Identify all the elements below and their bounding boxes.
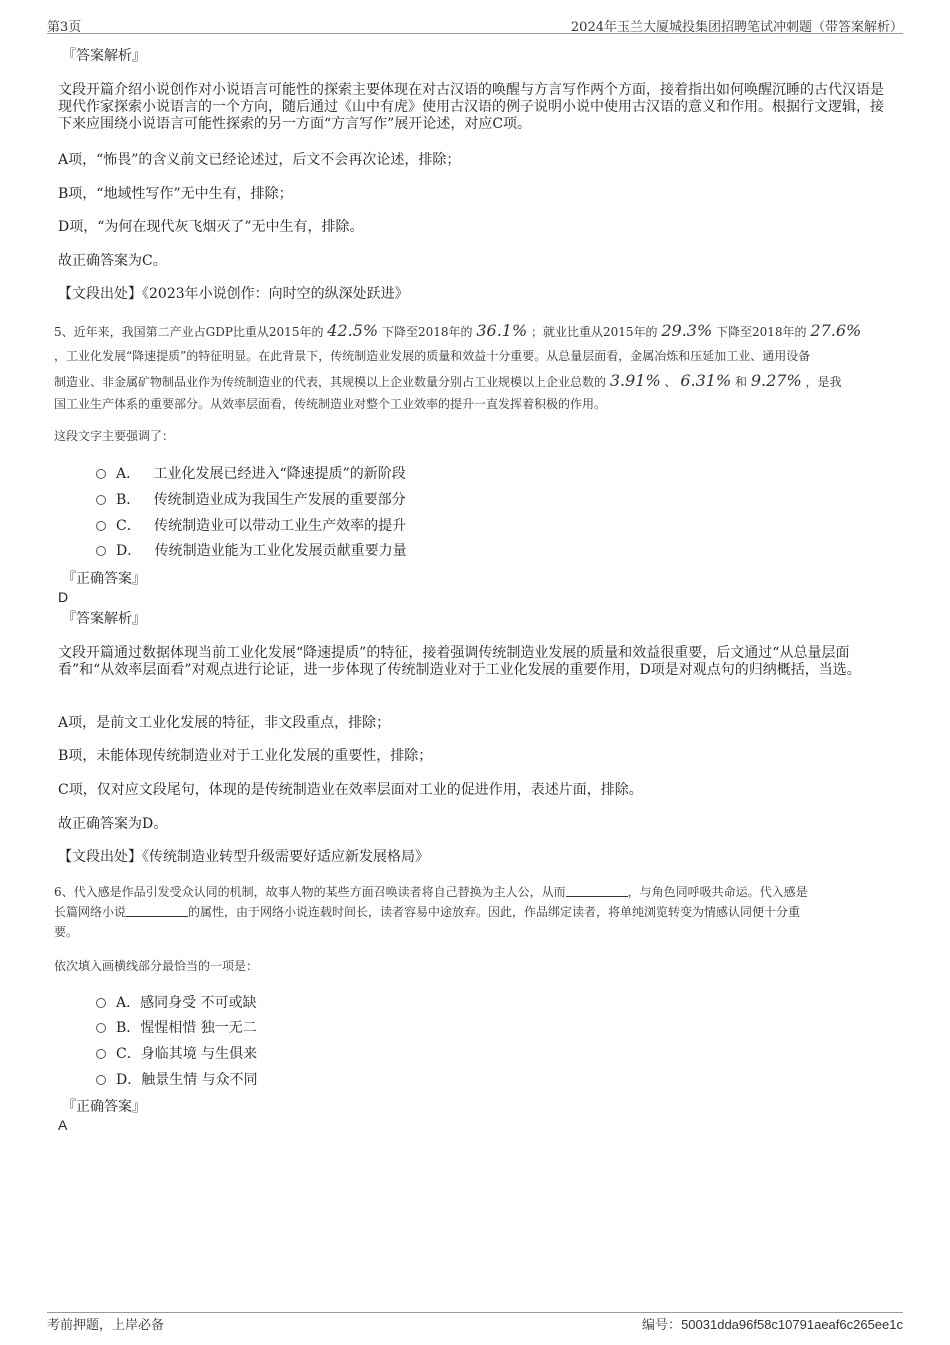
radio-icon[interactable] <box>96 546 106 556</box>
question-5-option-d[interactable]: D． 传统制造业能为工业化发展贡献重要力量 <box>96 542 407 560</box>
document-code: 编号：50031dda96f58c10791aeaf6c265ee1c <box>642 1317 903 1333</box>
question-6-stem-line-2: 长篇网络小说 的属性，由于网络小说连载时间长，读者容易中途放弃。因此，作品绑定读者，将单纯浏览转变为情感认同便十分重 <box>54 905 801 919</box>
radio-icon[interactable] <box>96 469 106 479</box>
question-6-option-b[interactable]: B．惺惺相惜 独一无二 <box>96 1019 257 1037</box>
analysis-paragraph: 文段开篇介绍小说创作对小说语言可能性的探索主要体现在对古汉语的唤醒与方言写作两个方面，接着指出如何唤醒沉睡的古代汉语是现代作家探索小说语言的一个方向，随后通过《山中有虎》使用古汉语的例子说明小说中使用古汉语的意义和作用。根据行文逻辑，接下来应围绕小说语言可能性探索的另一方面“方言写作”展开论述，对应C项。 <box>58 82 884 132</box>
stat-value: 27.6% <box>810 321 862 340</box>
analysis-option-a: A项，“怖畏”的含义前文已经论述过，后文不会再次论述，排除； <box>58 152 461 168</box>
analysis-option-b: B项，未能体现传统制造业对于工业化发展的重要性，排除； <box>58 748 433 764</box>
question-6-stem-line-1: 6、代入感是作品引发受众认同的机制，故事人物的某些方面召唤读者将自己替换为主人公，从而 ，与角色同呼吸共命运。代入感是 <box>54 885 808 899</box>
passage-source: 【文段出处】《传统制造业转型升级需要好适应新发展格局》 <box>58 849 429 865</box>
page-header <box>47 16 903 34</box>
question-5-stem-line-4: 国工业生产体系的重要部分。从效率层面看，传统制造业对整个工业效率的提升一直发挥着积极的作用。 <box>54 397 607 411</box>
page-number: 第3页 <box>47 20 82 35</box>
question-6-option-a[interactable]: A．感同身受 不可或缺 <box>96 994 257 1012</box>
analysis-option-d: D项，“为何在现代灰飞烟灭了”无中生有，排除。 <box>58 219 364 235</box>
correct-answer-value: A <box>58 1117 68 1133</box>
question-5-option-a[interactable]: A． 工业化发展已经进入“降速提质”的新阶段 <box>96 465 406 483</box>
radio-icon[interactable] <box>96 1049 106 1059</box>
stat-value: 36.1% <box>476 321 528 340</box>
question-6-stem-line-3: 要。 <box>54 925 79 939</box>
stat-value: 9.27% <box>750 371 802 390</box>
passage-source: 【文段出处】《2023年小说创作：向时空的纵深处跃进》 <box>58 286 409 302</box>
question-5-option-c[interactable]: C． 传统制造业可以带动工业生产效率的提升 <box>96 517 406 535</box>
analysis-label: 『答案解析』 <box>62 611 146 627</box>
correct-answer-label: 『正确答案』 <box>62 1099 146 1115</box>
stat-value: 29.3% <box>661 321 713 340</box>
correct-answer-label: 『正确答案』 <box>62 571 146 587</box>
fill-blank <box>566 884 628 897</box>
analysis-label: 『答案解析』 <box>62 48 146 64</box>
analysis-conclusion: 故正确答案为D。 <box>58 816 168 832</box>
analysis-paragraph: 文段开篇通过数据体现当前工业化发展“降速提质”的特征，接着强调传统制造业发展的质量和效益很重要，后文通过“从总量层面看”和“从效率层面看”对观点进行论证，进一步体现了传统制造业对于工业化发展的重要作用，D项是对观点句的归纳概括，当选。 <box>58 645 861 678</box>
analysis-conclusion: 故正确答案为C。 <box>58 253 167 269</box>
footer-divider <box>47 1312 903 1313</box>
analysis-option-b: B项，“地域性写作”无中生有，排除； <box>58 186 293 202</box>
stat-value: 42.5% <box>327 321 379 340</box>
fill-blank <box>126 904 188 917</box>
question-5-stem-line-3: 制造业、非金属矿物制品业作为传统制造业的代表，其规模以上企业数量分别占工业规模以上企业总数的 3.91% 、 6.31% 和 9.27% ，是我 <box>54 371 842 390</box>
question-6-prompt: 依次填入画横线部分最恰当的一项是： <box>54 959 259 973</box>
analysis-option-c: C项，仅对应文段尾句，体现的是传统制造业在效率层面对工业的促进作用，表述片面，排除。 <box>58 782 643 798</box>
header-divider <box>47 33 903 34</box>
question-5-prompt: 这段文字主要强调了： <box>54 429 175 443</box>
question-5-stem-line-1: 5、近年来，我国第二产业占GDP比重从2015年的 42.5% 下降至2018年的 36.1% ；就业比重从2015年的 29.3% 下降至2018年的 27.6% <box>54 321 862 340</box>
correct-answer-value: D <box>58 589 69 605</box>
stat-value: 3.91% <box>609 371 661 390</box>
question-6-option-c[interactable]: C．身临其境 与生俱来 <box>96 1045 257 1063</box>
question-5-option-b[interactable]: B． 传统制造业成为我国生产发展的重要部分 <box>96 491 406 509</box>
radio-icon[interactable] <box>96 998 106 1008</box>
question-6-option-d[interactable]: D．触景生情 与众不同 <box>96 1071 258 1089</box>
radio-icon[interactable] <box>96 521 106 531</box>
question-5-stem-line-2: ，工业化发展“降速提质”的特征明显。在此背景下，传统制造业发展的质量和效益十分重要。从总量层面看，金属冶炼和压延加工业、通用设备 <box>54 349 811 363</box>
radio-icon[interactable] <box>96 1023 106 1033</box>
radio-icon[interactable] <box>96 495 106 505</box>
document-title: 2024年玉兰大厦城投集团招聘笔试冲刺题（带答案解析） <box>570 20 903 35</box>
radio-icon[interactable] <box>96 1075 106 1085</box>
analysis-option-a: A项，是前文工业化发展的特征，非文段重点，排除； <box>58 715 391 731</box>
footer-slogan: 考前押题，上岸必备 <box>47 1318 165 1333</box>
stat-value: 6.31% <box>680 371 732 390</box>
